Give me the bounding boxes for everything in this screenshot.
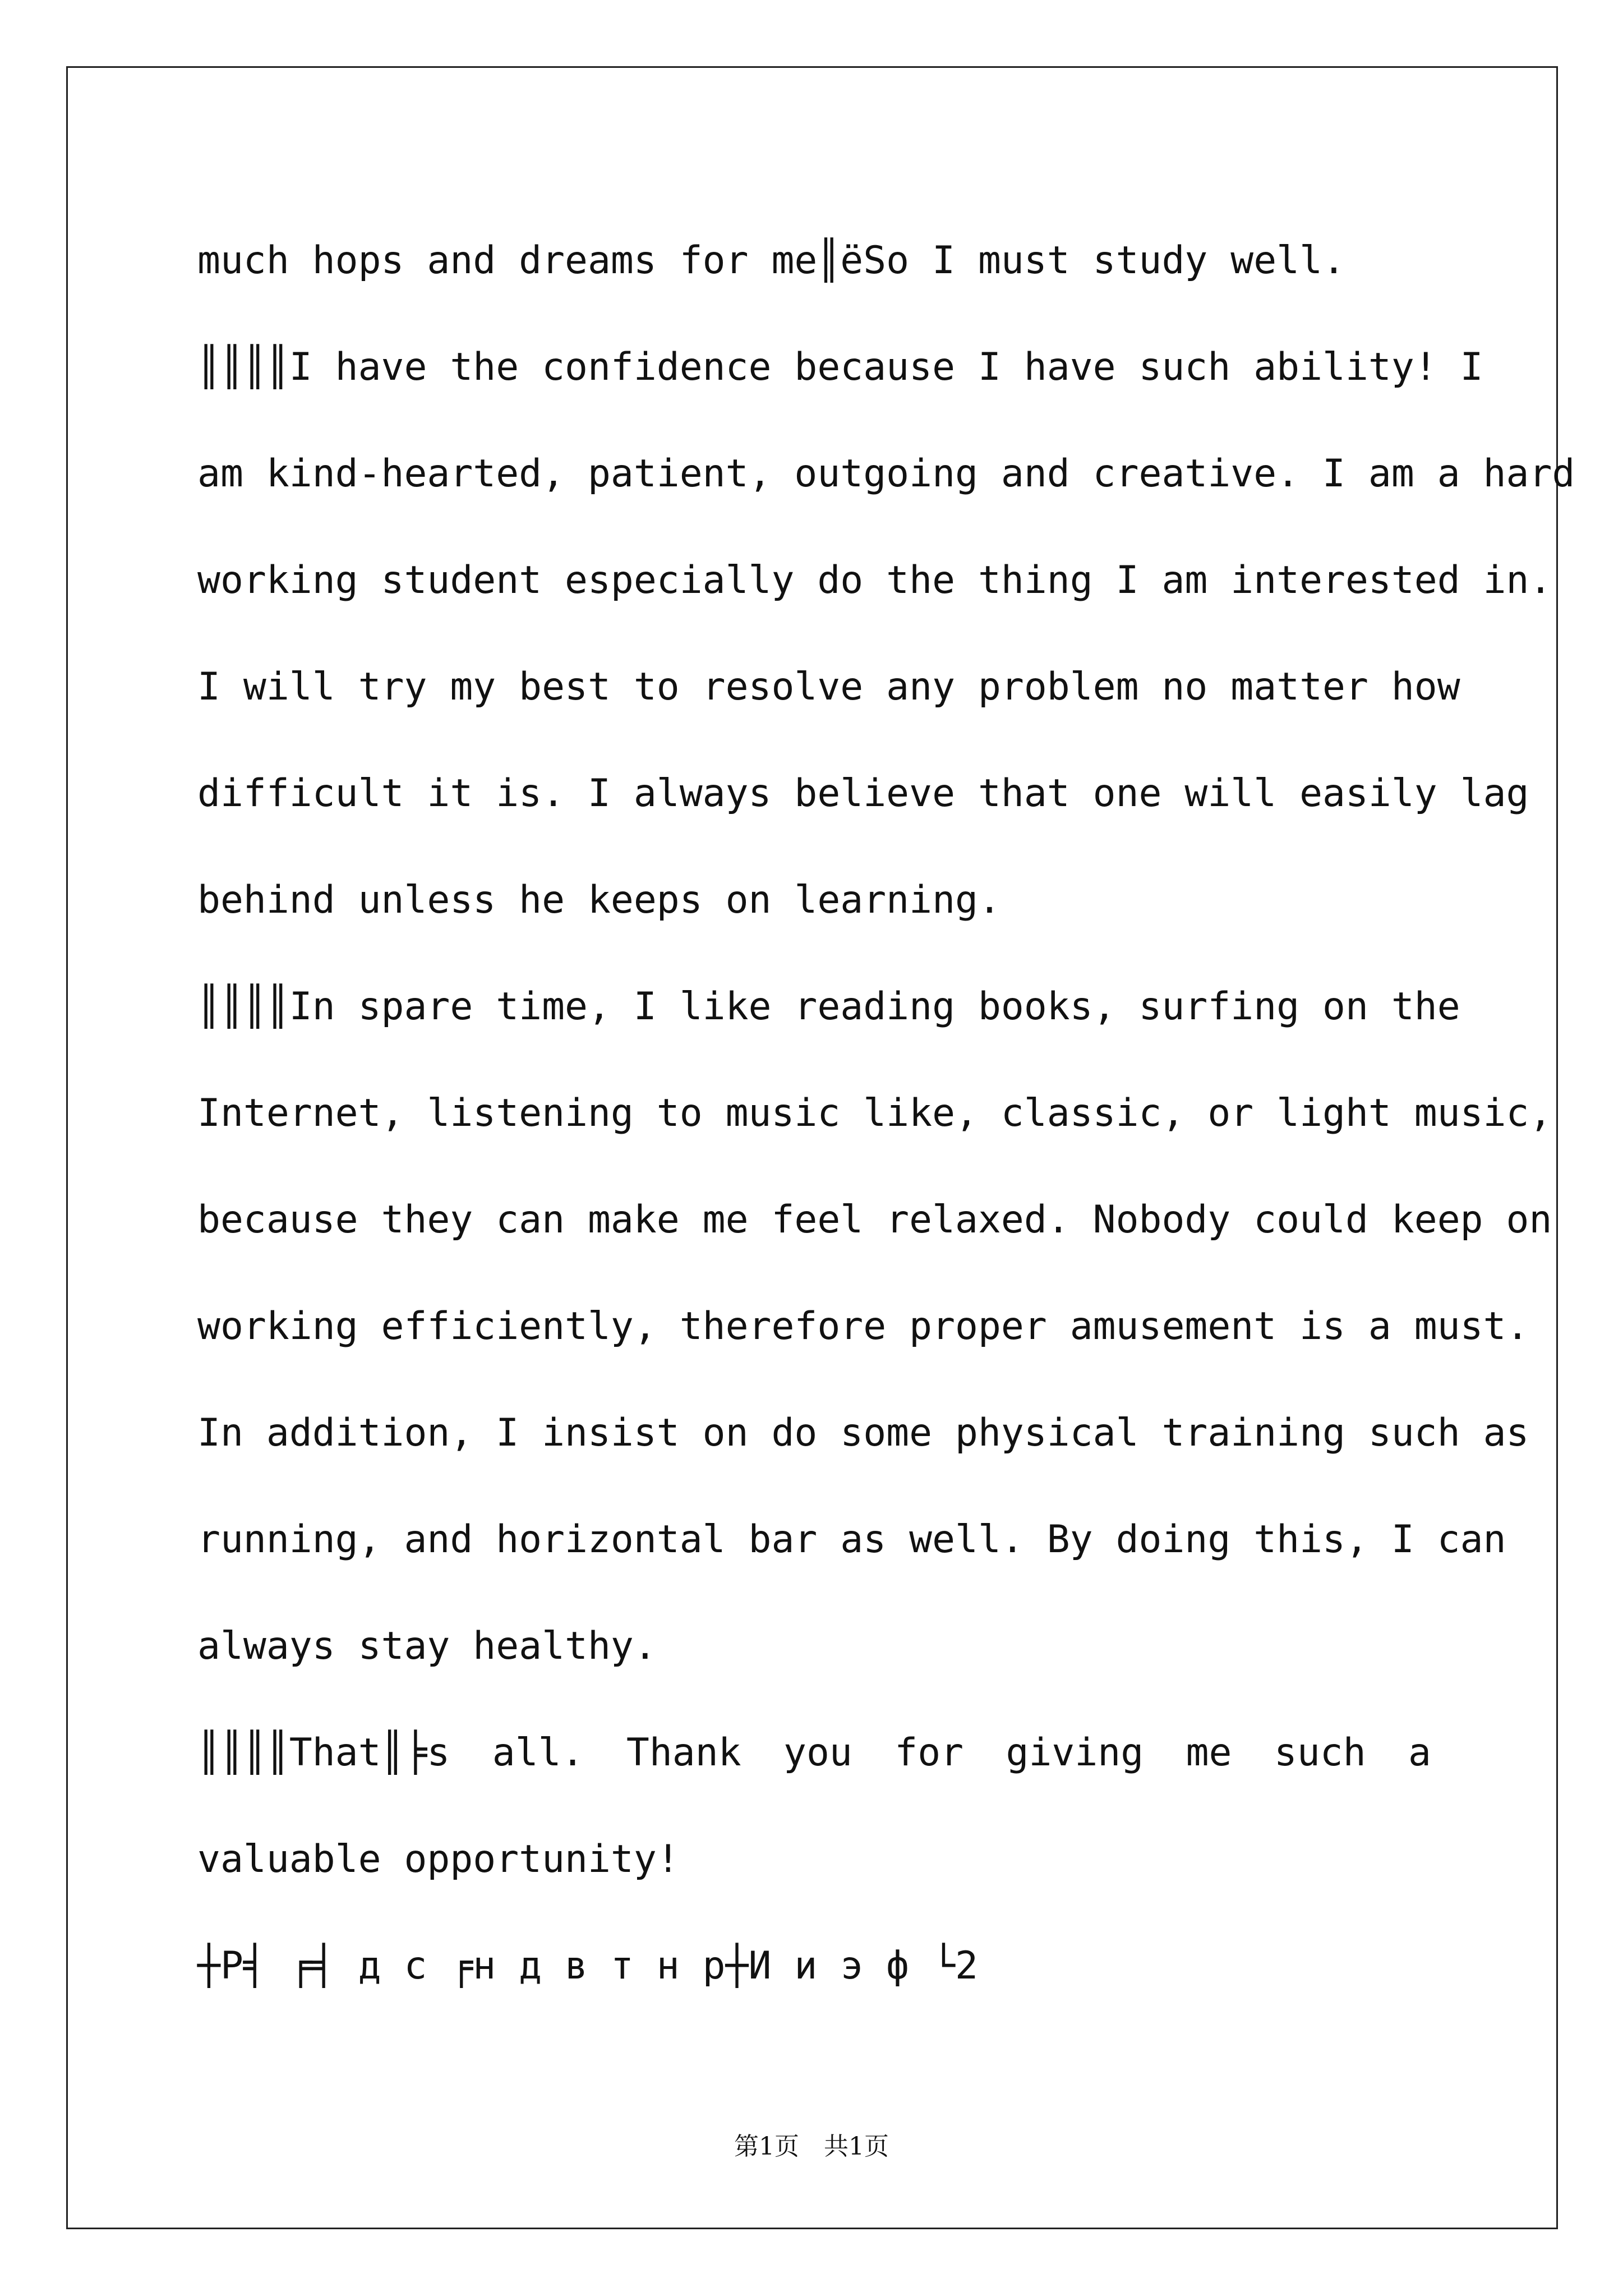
text-line: working student especially do the thing I am interested in. <box>197 558 1552 602</box>
text-line: much hops and dreams for me║ëSo I must study well. <box>197 238 1345 283</box>
text-line: difficult it is. I always believe that one will easily lag <box>197 771 1529 816</box>
text-line: always stay healthy. <box>197 1624 657 1668</box>
text-line: running, and horizontal bar as well. By doing this, I can <box>197 1517 1506 1562</box>
text-line: behind unless he keeps on learning. <box>197 878 1001 922</box>
text-line: ║║║║That║╞s all. Thank you for giving me such a <box>197 1731 1431 1775</box>
text-line: working efficiently, therefore proper amusement is a must. <box>197 1304 1529 1349</box>
text-line: In addition, I insist on do some physical training such as <box>197 1411 1529 1455</box>
text-line: am kind-hearted, patient, outgoing and creative. I am a hard <box>197 452 1575 496</box>
page-footer: 第1页 共1页 <box>734 2132 889 2161</box>
text-line: ┼P╡ ╒╡ д с ╒н д в т н р┼И и э ф └2 <box>197 1944 978 1988</box>
document-body <box>197 208 1575 2019</box>
text-line: ║║║║In spare time, I like reading books, surfing on the <box>197 984 1460 1029</box>
text-line: I will try my best to resolve any problem no matter how <box>197 665 1460 709</box>
text-line: Internet, listening to music like, classic, or light music, <box>197 1091 1552 1135</box>
text-line: valuable opportunity! <box>197 1837 680 1881</box>
text-line: ║║║║I have the confidence because I have such ability! I <box>197 345 1483 389</box>
text-line: because they can make me feel relaxed. Nobody could keep on <box>197 1198 1552 1242</box>
